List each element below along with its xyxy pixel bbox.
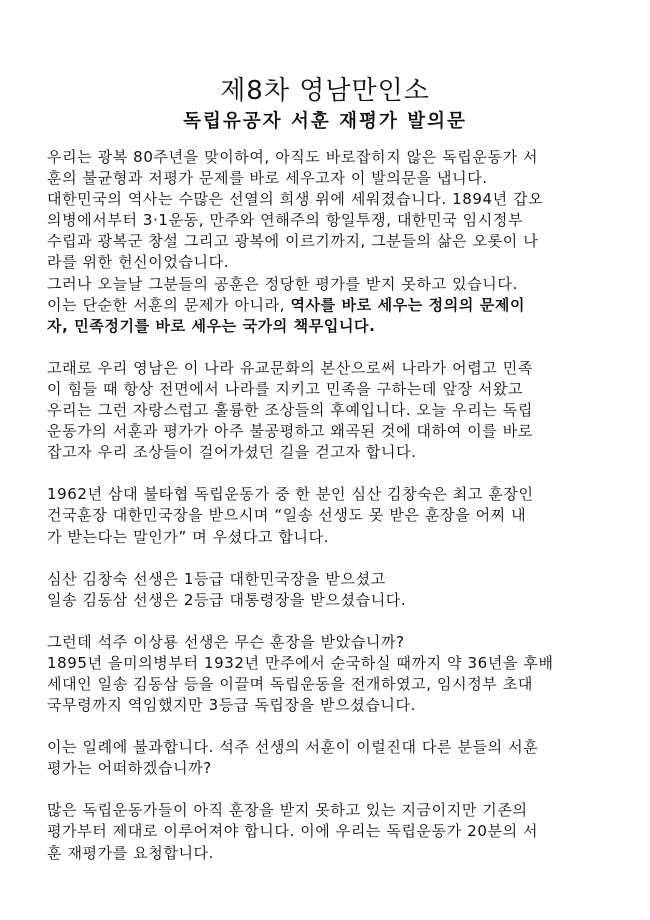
paragraph-gap	[47, 463, 617, 484]
text-line: 대한민국의 역사는 수많은 선열의 희생 위에 세워졌습니다. 1894년 갑오	[47, 190, 544, 209]
document-title: 제8차 영남만인소	[220, 76, 430, 107]
bold-emphasis-text: 자, 민족정기를 바로 세우는 국가의 책무입니다.	[47, 316, 376, 335]
text-line: 그러나 오늘날 그분들의 공훈은 정당한 평가를 받지 못하고 있습니다.	[47, 274, 518, 293]
document-subtitle: 독립유공자 서훈 재평가 발의문	[183, 111, 467, 133]
paragraph-7	[47, 800, 617, 863]
text-line: 의병에서부터 3·1운동, 만주와 연해주의 항일투쟁, 대한민국 임시정부	[47, 211, 524, 230]
text-line: 우리는 광복 80주년을 맞이하여, 아직도 바로잡히지 않은 독립운동가 서	[47, 148, 539, 166]
paragraph-3	[47, 484, 617, 547]
paragraph-gap	[47, 548, 617, 569]
text-line: 고래로 우리 영남은 이 나라 유교문화의 본산으로써 나라가 어렵고 민족	[47, 358, 533, 377]
text-line: 심산 김창숙 선생은 1등급 대한민국장을 받으셨고	[47, 569, 386, 588]
paragraph-4	[47, 569, 617, 611]
paragraph-gap	[47, 611, 617, 632]
text-line: 일송 김동삼 선생은 2등급 대통령장을 받으셨습니다.	[47, 590, 407, 609]
paragraph-6	[47, 737, 617, 779]
paragraph-gap	[47, 337, 617, 358]
document-body	[47, 147, 617, 864]
text-line: 이는 일례에 불과합니다. 석주 선생의 서훈이 이럴진대 다른 분들의 서훈	[47, 738, 539, 757]
text-line: 평가는 어떠하겠습니까?	[47, 759, 212, 778]
text-line: 국무령까지 역임했지만 3등급 독립장을 받으셨습니다.	[47, 696, 416, 715]
text-line: 우리는 그런 자랑스럽고 훌륭한 조상들의 후예입니다. 오늘 우리는 독립	[47, 401, 533, 420]
text-line: 많은 독립운동가들이 아직 훈장을 받지 못하고 있는 지금이지만 기존의	[47, 801, 528, 820]
text-line: 운동가의 서훈과 평가가 아주 불공평하고 왜곡된 것에 대하여 이를 바로	[47, 422, 533, 441]
text-line: 건국훈장 대한민국장을 받으시며 “일송 선생도 못 받은 훈장을 어찌 내	[47, 506, 527, 525]
text-line: 그런데 석주 이상룡 선생은 무슨 훈장을 받았습니까?	[47, 632, 405, 651]
bold-emphasis-text: 역사를 바로 세우는 정의의 문제이	[290, 295, 526, 314]
paragraph-gap	[47, 779, 617, 800]
text-line: 수립과 광복군 창설 그리고 광복에 이르기까지, 그분들의 삶은 오롯이 나	[47, 232, 539, 251]
text-line	[47, 295, 617, 316]
text-line: 훈 재평가를 요청합니다.	[47, 843, 215, 862]
paragraph-1	[47, 147, 617, 337]
text-line: 이 힘들 때 항상 전면에서 나라를 지키고 민족을 구하는데 앞장 서왔고	[47, 379, 524, 398]
plain-text: 이는 단순한 서훈의 문제가 아니라,	[47, 295, 291, 314]
text-line: 가 받는다는 말인가” 며 우셨다고 합니다.	[47, 527, 330, 546]
text-line: 1962년 삼대 불타협 독립운동가 중 한 분인 심산 김창숙은 최고 훈장인	[47, 485, 534, 504]
text-line: 평가부터 제대로 이루어져야 합니다. 이에 우리는 독립운동가 20분의 서	[47, 822, 539, 841]
text-line: 세대인 일송 김동삼 등을 이끌며 독립운동을 전개하였고, 임시정부 초대	[47, 674, 533, 693]
text-line: 잡고자 우리 조상들이 걸어가셨던 길을 걷고자 합니다.	[47, 443, 417, 462]
text-line: 라를 위한 헌신이었습니다.	[47, 253, 230, 272]
text-line: 훈의 불균형과 저평가 문제를 바로 세우고자 이 발의문을 냅니다.	[47, 169, 488, 188]
paragraph-2	[47, 358, 617, 463]
paragraph-5	[47, 632, 617, 716]
paragraph-gap	[47, 716, 617, 737]
text-line: 1895년 을미의병부터 1932년 만주에서 순국하실 때까지 약 36년을 후배	[47, 653, 554, 672]
